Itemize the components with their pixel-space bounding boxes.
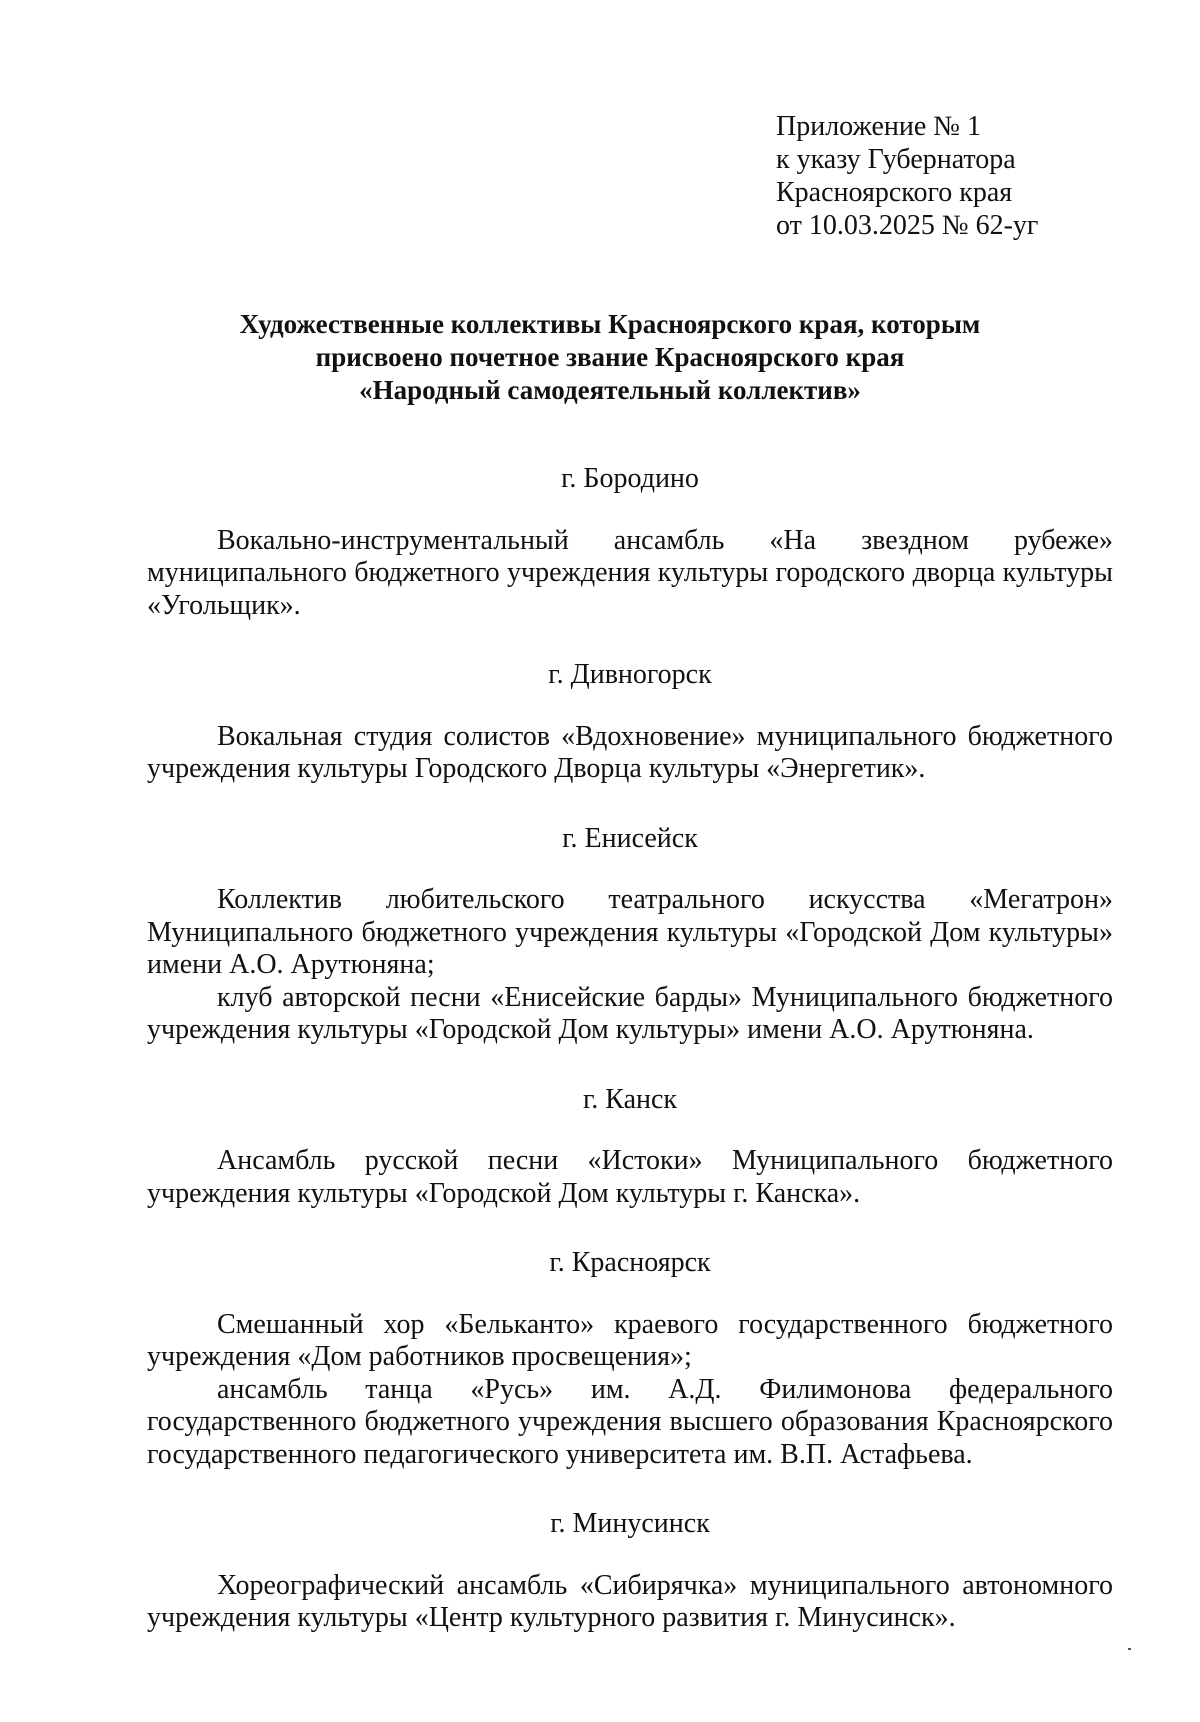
- collective-paragraph: Коллектив любительского театрального искусства «Мегатрон» Муниципального бюджетного учреждения культуры «Городской Дом культуры» имени А.О. Арутюняна;: [147, 884, 1113, 980]
- section-kansk: [147, 1084, 1113, 1211]
- scan-mark: [1128, 1648, 1131, 1650]
- city-heading: г. Енисейск: [562, 822, 698, 854]
- title-line-2: присвоено почетное звание Красноярского края: [315, 342, 905, 372]
- section-yeniseysk: [147, 823, 1113, 1047]
- collective-paragraph: ансамбль танца «Русь» им. А.Д. Филимонова федерального государственного бюджетного учреждения высшего образования Красноярского государственного педагогического университета им. В.П. Астафьева.: [147, 1373, 1113, 1470]
- appendix-date-number: от 10.03.2025 № 62-уг: [776, 210, 1039, 241]
- collective-paragraph: Вокально-инструментальный ансамбль «На звездном рубеже» муниципального бюджетного учреждения культуры городского дворца культуры «Угольщик».: [147, 524, 1113, 621]
- document-title: [140, 308, 1080, 407]
- appendix-header: [776, 110, 1038, 242]
- title-line-3: «Народный самодеятельный коллектив»: [359, 375, 861, 405]
- city-heading: г. Минусинск: [550, 1508, 710, 1539]
- document-body: [147, 463, 1113, 1672]
- appendix-decree-ref: к указу Губернатора: [776, 144, 1016, 175]
- city-heading: г. Бородино: [561, 463, 699, 494]
- section-borodino: [147, 463, 1113, 622]
- section-krasnoyarsk: [147, 1247, 1113, 1471]
- appendix-number: Приложение № 1: [776, 111, 981, 142]
- section-minusinsk: [147, 1508, 1113, 1635]
- city-heading: г. Красноярск: [549, 1247, 711, 1278]
- city-heading: г. Канск: [582, 1083, 678, 1115]
- collective-paragraph: клуб авторской песни «Енисейские барды» Муниципального бюджетного учреждения культуры «Городской Дом культуры» имени А.О. Арутюняна.: [147, 981, 1113, 1045]
- collective-paragraph: Вокальная студия солистов «Вдохновение» муниципального бюджетного учреждения культуры Городского Дворца культуры «Энергетик».: [147, 720, 1113, 784]
- collective-paragraph: Смешанный хор «Бельканто» краевого государственного бюджетного учреждения «Дом работников просвещения»;: [147, 1308, 1113, 1372]
- collective-paragraph: Хореографический ансамбль «Сибирячка» муниципального автономного учреждения культуры «Центр культурного развития г. Минусинск».: [147, 1569, 1113, 1633]
- city-heading: г. Дивногорск: [548, 659, 712, 690]
- section-divnogorsk: [147, 659, 1113, 786]
- appendix-region: Красноярского края: [776, 177, 1013, 208]
- title-line-1: Художественные коллективы Красноярского края, которым: [239, 309, 981, 339]
- collective-paragraph: Ансамбль русской песни «Истоки» Муниципального бюджетного учреждения культуры «Городской Дом культуры г. Канска».: [147, 1145, 1113, 1209]
